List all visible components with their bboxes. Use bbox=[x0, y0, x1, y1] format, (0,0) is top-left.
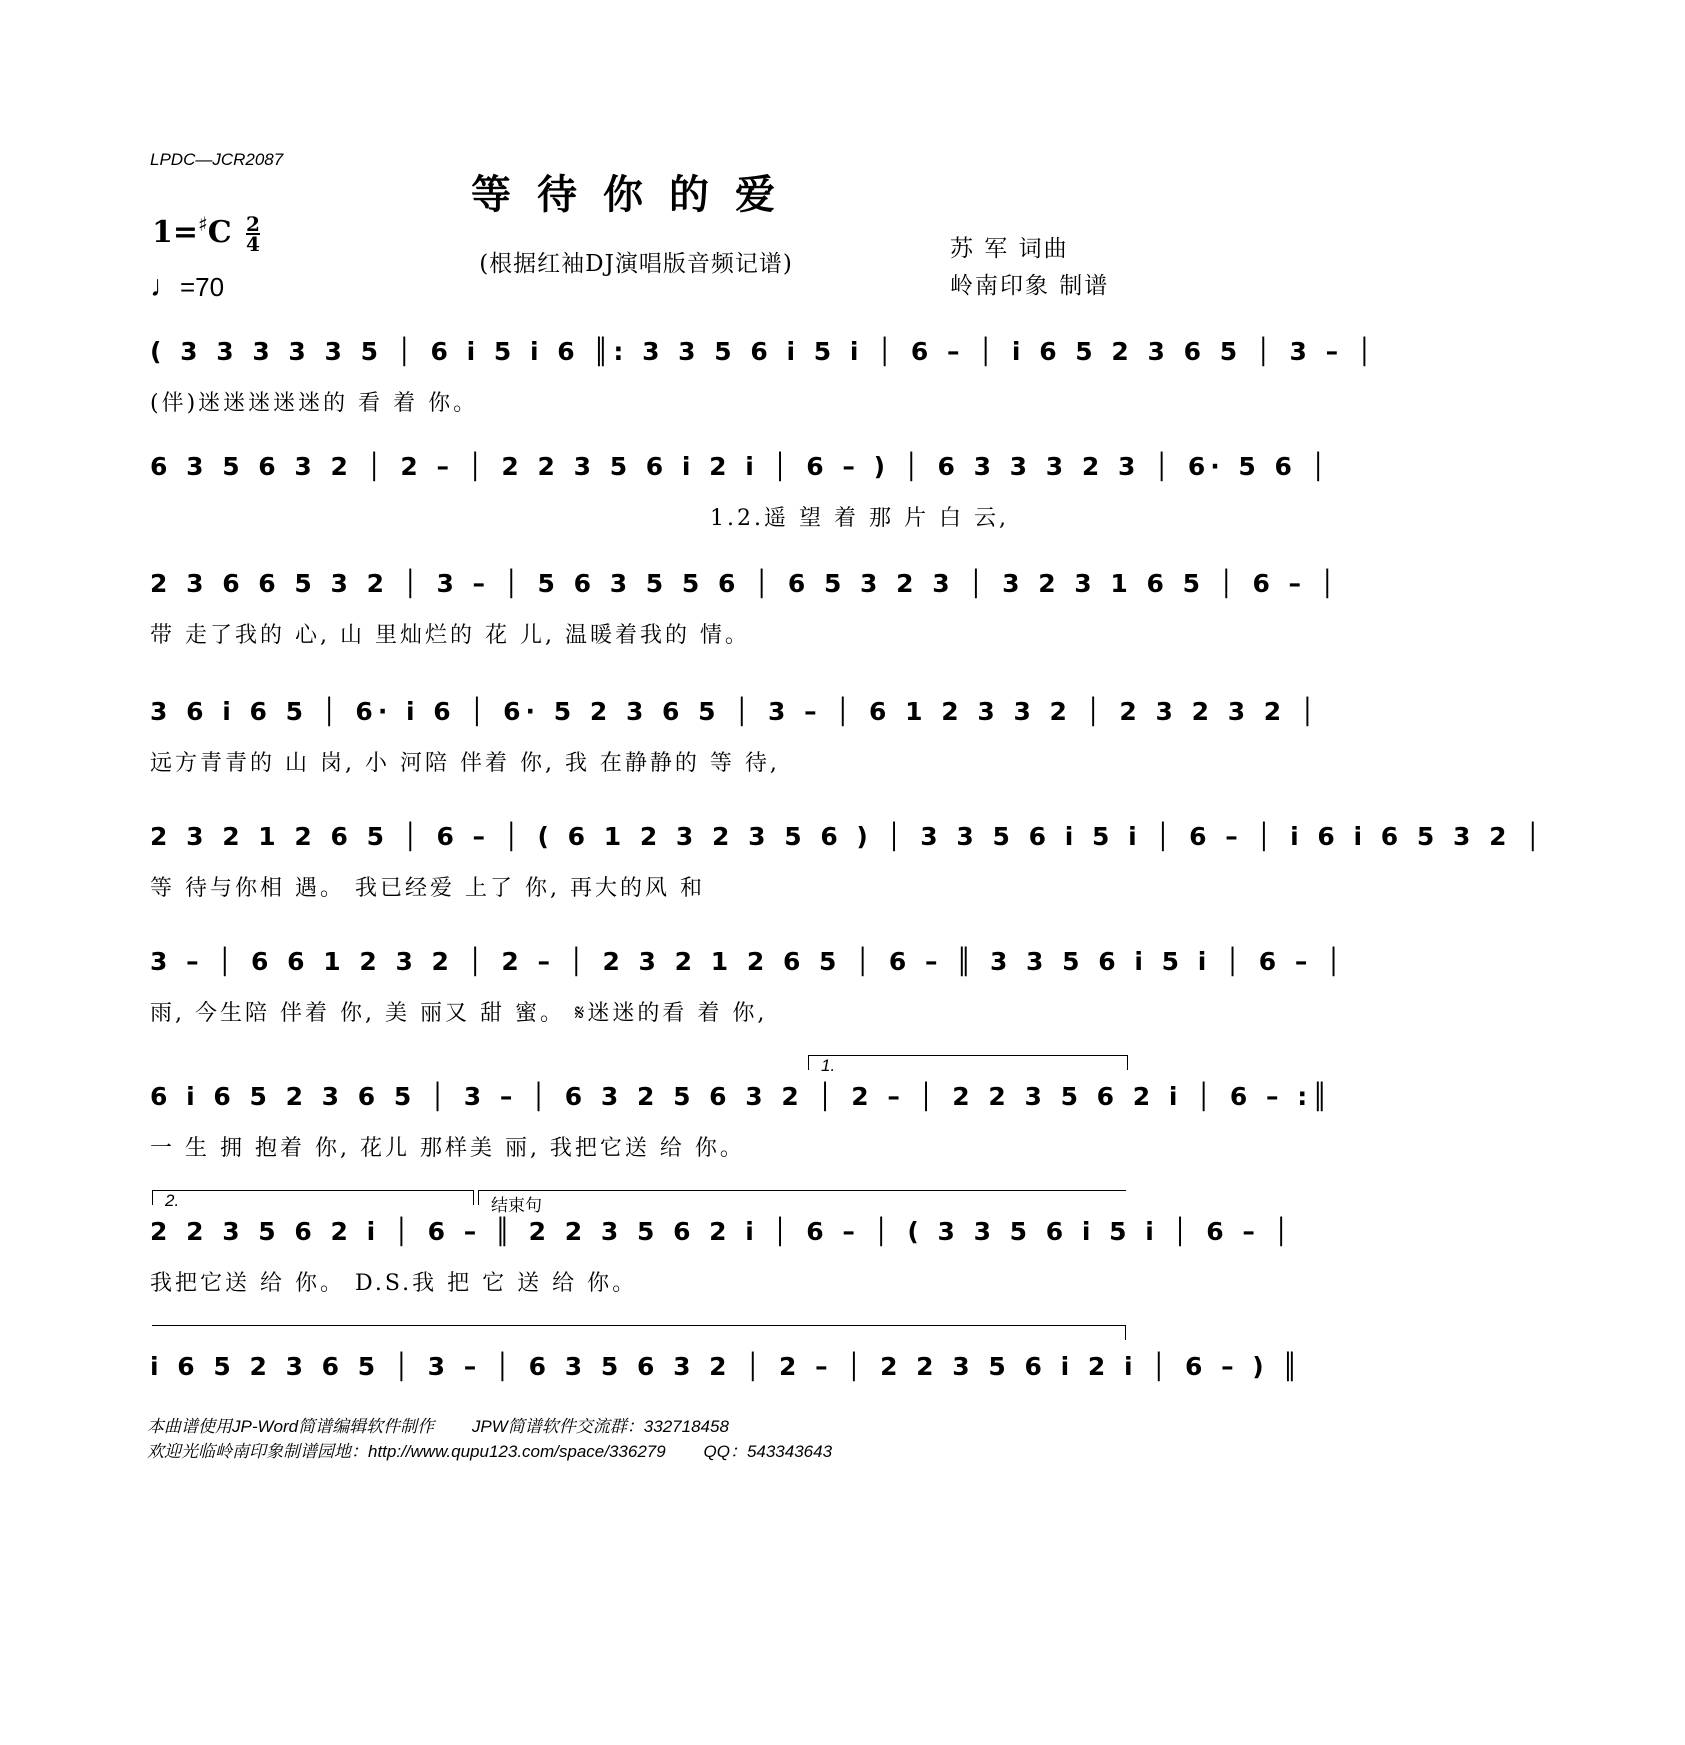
notation-line: 2 3 6 6 5 3 2 │ 3 – │ 5 6 3 5 5 6 │ 6 5 3 2 3 │ 3 2 3 1 6 5 │ 6 – │ bbox=[150, 569, 1340, 598]
notation-line: 3 – │ 6 6 1 2 3 2 │ 2 – │ 2 3 2 1 2 6 5 │ 6 – ║ 3 3 5 6 i 5 i │ 6 – │ bbox=[150, 947, 1347, 976]
notation-line: 6 i 6 5 2 3 6 5 │ 3 – │ 6 3 2 5 6 3 2 │ 2 – │ 2 2 3 5 6 2 i │ 6 – :║ bbox=[150, 1082, 1333, 1111]
credit-score-maker: 岭南印象 制谱 bbox=[950, 273, 1110, 299]
lyrics-line: 我把它送 给 你。 D.S.我 把 它 送 给 你。 bbox=[150, 1271, 638, 1296]
tempo-marking: ♩=70 bbox=[150, 270, 225, 303]
credit-lyrics-music: 苏 军 词曲 bbox=[950, 236, 1069, 262]
notation-line: 3 6 i 6 5 │ 6· i 6 │ 6· 5 2 3 6 5 │ 3 – │ 6 1 2 3 3 2 │ 2 3 2 3 2 │ bbox=[150, 697, 1320, 726]
notation-line: 2 3 2 1 2 6 5 │ 6 – │ ( 6 1 2 3 2 3 5 6 ) │ 3 3 5 6 i 5 i │ 6 – │ i 6 i 6 5 3 2 │ bbox=[150, 822, 1546, 851]
lyrics-line: 雨, 今生陪 伴着 你, 美 丽又 甜 蜜。 𝄋迷迷的看 着 你, bbox=[150, 1001, 768, 1026]
subtitle: (根据红袖DJ演唱版音频记谱) bbox=[479, 251, 793, 277]
lyrics-line: 远方青青的 山 岗, 小 河陪 伴着 你, 我 在静静的 等 待, bbox=[150, 751, 780, 776]
footer-line-1: 本曲谱使用JP-Word简谱编辑软件制作 JPW简谱软件交流群：332718458 bbox=[147, 1417, 729, 1436]
notation-line: 6 3 5 6 3 2 │ 2 – │ 2 2 3 5 6 i 2 i │ 6 – ) │ 6 3 3 3 2 3 │ 6· 5 6 │ bbox=[150, 452, 1331, 481]
footer-line-2: 欢迎光临岭南印象制谱园地：http://www.qupu123.com/space/336279 QQ：543343643 bbox=[147, 1442, 833, 1461]
lyrics-line: (伴)迷迷迷迷迷的 看 着 你。 bbox=[150, 391, 479, 416]
continuation-bracket bbox=[152, 1325, 1126, 1340]
lyrics-line: 一 生 拥 抱着 你, 花儿 那样美 丽, 我把它送 给 你。 bbox=[150, 1136, 745, 1161]
lyrics-line: 带 走了我的 心, 山 里灿烂的 花 儿, 温暖着我的 情。 bbox=[150, 623, 750, 648]
lyrics-line: 1.2.遥 望 着 那 片 白 云, bbox=[710, 506, 1009, 531]
quarter-note-icon: ♩ bbox=[150, 270, 180, 303]
notation-line: 2 2 3 5 6 2 i │ 6 – ║ 2 2 3 5 6 2 i │ 6 – │ ( 3 3 5 6 i 5 i │ 6 – │ bbox=[150, 1217, 1294, 1246]
score-code: LPDC—JCR2087 bbox=[150, 150, 284, 169]
ending-bracket: 结束句 bbox=[478, 1190, 1126, 1205]
volta-1-bracket: 1. bbox=[808, 1055, 1128, 1070]
notation-line: i 6 5 2 3 6 5 │ 3 – │ 6 3 5 6 3 2 │ 2 – │ 2 2 3 5 6 i 2 i │ 6 – ) ║ bbox=[150, 1352, 1303, 1381]
volta-2-bracket: 2. bbox=[152, 1190, 474, 1205]
sharp-icon: ♯ bbox=[198, 212, 208, 236]
song-title: 等待你的爱 bbox=[471, 171, 801, 218]
lyrics-line: 等 待与你相 遇。 我已经爱 上了 你, 再大的风 和 bbox=[150, 876, 705, 901]
notation-line: ( 3 3 3 3 3 5 │ 6 i 5 i 6 ║: 3 3 5 6 i 5 i │ 6 – │ i 6 5 2 3 6 5 │ 3 – │ bbox=[150, 337, 1377, 366]
time-signature: $\frac{2}{4}$ bbox=[246, 212, 260, 256]
key-signature: 1=♯C $\frac{2}{4}$ bbox=[152, 212, 260, 256]
